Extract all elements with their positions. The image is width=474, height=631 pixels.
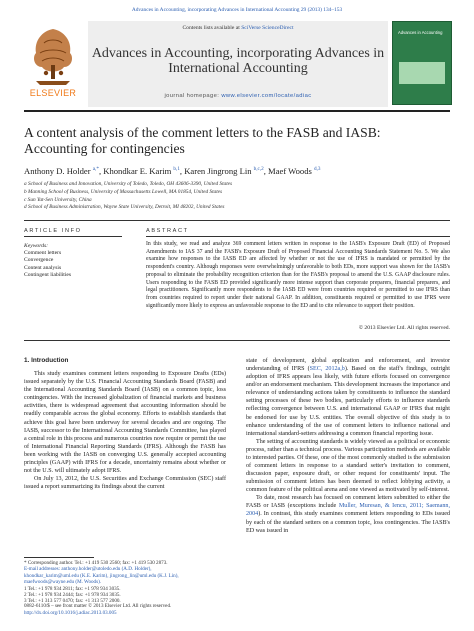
footnote-email[interactable]: maefwoods@wayne.edu (M. Woods). — [24, 579, 102, 586]
doi-link[interactable]: http://dx.doi.org/10.1016/j.adiac.2013.03.005 — [24, 609, 117, 616]
cover-image — [399, 62, 445, 84]
footnotes — [24, 560, 226, 605]
citation-link[interactable]: SEC, 2012a,b — [309, 366, 345, 373]
paragraph-text: ). In contrast, this study examines comment letters responding to EDs issued by each of the standard setters on a common topic, loss contingencies. The IASB's ED was issued in — [246, 511, 450, 534]
footnote: 3 Tel.: +1 313 577 0470; fax: +1 313 577 2000. — [24, 598, 121, 605]
author-list — [24, 166, 450, 176]
author-name: , Khondkar E. Karim — [98, 166, 174, 176]
footnote-rule — [24, 557, 94, 558]
paragraph: The setting of accounting standards is widely viewed as a political or economic process, rather than a technical process. Various participation methods are available to interested parties. Of these, one of the most commonly studied is the submission of comment letters in response to a standard setter's invitation to comment, discussion paper, exposure draft, or other request for constituents' input. The submission of comment letters has been deemed to reflect lobbying activity, a common feature of the political arena and one viewed as motivated by self-interest. — [246, 438, 450, 494]
author-marks[interactable]: d,3 — [313, 166, 321, 173]
cover-title: Advances in Accounting — [398, 30, 443, 35]
publisher-name: ELSEVIER — [29, 88, 77, 98]
journal-masthead — [24, 21, 450, 107]
contents-prefix: Contents lists available at — [182, 25, 242, 31]
homepage-prefix: journal homepage: — [164, 93, 222, 99]
paragraph-text: To date, most research has focused on comment letters submitted to either the FASB or IASB (exceptions include — [246, 495, 450, 510]
footnote: 2 Tel.: +1 978 934 2444; fax: +1 978 934 3035. — [24, 592, 121, 599]
keyword: Contingent liabilities — [24, 271, 72, 278]
footnote: * Corresponding author. Tel.: +1 419 530 2560; fax: +1 419 530 2873. — [24, 560, 168, 566]
elsevier-logo — [24, 21, 82, 101]
abstract-text: In this study, we read and analyze 369 comment letters written in response to the IASB's Exposure Draft (ED) of Proposed Amendments to IAS 37 and the FASB's Exposure Draft of Proposed Financial Accounting Standards Statement No. 5. We also examine how responses to the IASB ED are affected by whether or not the use of IFRS is mandated or permitted by the respondent's country. Although responses were overwhelmingly unfavorable to both EDs, more support was shown for the IASB's proposal to eliminate the probability recognition criterion than for the FASB's proposal to amend the U.S. GAAP disclosure rules. Users responding to the FASB ED provided significantly more intense support than corporate preparers, financial preparers, and legal practitioners. Significantly more respondents to the IASB ED were from countries required or permitted to use IFRS than from countries required to report under their national GAAP. In addition, constituents required or permitted to use IFRS were significantly more likely to express an unfavorable response to the ED and to cite relevance to support their position. — [146, 241, 450, 309]
sciencedirect-link[interactable]: SciVerse ScienceDirect — [241, 25, 294, 31]
abstract-heading: ABSTRACT — [146, 228, 189, 234]
abstract-bottom-rule — [24, 340, 450, 341]
article-title-line1: A content analysis of the comment letters to the FASB and IASB: — [24, 125, 381, 140]
affiliation: b Manning School of Business, University of Massachusetts Lowell, MA 01854, United States — [24, 188, 223, 195]
keyword: Comment letters — [24, 250, 62, 257]
keywords-label: Keywords: — [24, 243, 49, 249]
affiliation: a School of Business and Innovation, University of Toledo, Toledo, OH 43606-3390, United States — [24, 181, 233, 187]
journal-cover — [392, 21, 452, 105]
homepage-link[interactable]: www.elsevier.com/locate/adiac — [221, 93, 312, 99]
journal-homepage — [88, 93, 388, 99]
paragraph: This study examines comment letters responding to Exposure Drafts (EDs) issued separately by the U.S. Financial Accounting Standards Board (FASB) and the International Accounting Standards Board (IASB) on a common topic, loss contingencies. With the increased globalization of financial markets and business activities, there is widespread agreement that accounting information should be readily comparable across the global economy. Efforts to establish standards that achieve this goal have been underway for several decades and are ongoing. The IASB, successor to the International Accounting Standards Committee, has played a central role in this process and numerous countries now require or permit the use of International Financial Reporting Standards (IFRS). Although the FASB has been working with the IASB on converging U.S. generally accepted accounting principles (GAAP) with IFRS for a decade, uncertainty remains about whether or not the U.S. will ultimately adopt IFRS. — [24, 371, 226, 475]
body-column-left — [24, 357, 226, 491]
article-info-heading: ARTICLE INFO — [24, 228, 82, 234]
contents-line — [88, 25, 388, 31]
section-divider — [24, 220, 450, 221]
paragraph — [246, 357, 450, 438]
author-marks[interactable]: a,* — [92, 166, 99, 173]
author-marks[interactable]: b,1 — [173, 166, 180, 173]
elsevier-tree-icon — [24, 21, 82, 89]
author-name: , Karen Jingrong Lin — [179, 166, 254, 176]
running-header: Advances in Accounting, incorporating Advances in International Accounting 29 (2013) 134–153 — [131, 7, 343, 13]
abstract-rule — [146, 236, 450, 237]
article-title — [24, 125, 444, 157]
author-name: Anthony D. Holder — [24, 166, 93, 176]
article-title-line2: Accounting for contingencies — [24, 141, 185, 156]
keyword: Convergence — [24, 257, 54, 264]
paragraph — [246, 494, 450, 534]
author-name: , Maef Woods — [263, 166, 314, 176]
affiliation: c Sun Yat-Sen University, China — [24, 196, 92, 203]
article-info-rule — [24, 236, 122, 237]
issn-block — [24, 603, 226, 616]
paragraph: On July 13, 2012, the U.S. Securities and Exchange Commission (SEC) staff issued a report summarizing its findings about the current — [24, 476, 226, 491]
abstract-copyright: © 2013 Elsevier Ltd. All rights reserved. — [358, 325, 450, 331]
footnote-email[interactable]: khondkar_karim@uml.edu (K.E. Karim), jingrong_lin@uml.edu (K.J. Lin), — [24, 572, 179, 579]
journal-band — [88, 21, 388, 107]
keyword: Content analysis — [24, 264, 62, 271]
issn-line: 0882-6110/$ – see front matter © 2013 Elsevier Ltd. All rights reserved. — [24, 603, 172, 609]
author-marks[interactable]: b,c,2 — [253, 166, 264, 173]
keywords — [24, 243, 122, 279]
paragraph-text: ). Based on the staff's findings, outright adoption of IFRS appears less likely, with future efforts focused on convergence and/or an endorsement mechanism. This development increases the importance and relevance of understanding actions taken by constituents to influence the standard setting processes of these two bodies, particularly efforts to influence standards reflecting convergence between U.S. and international GAAP or IFRS that might be endorsed for use by U.S. entities. The overall objective of this study is to enhance understanding of the use of comment letters to influence national and international standard-setters addressing a common financial reporting issue. — [246, 366, 450, 437]
section-heading: 1. Introduction — [24, 357, 69, 364]
paragraph-text: state of development, global application and enforcement, and investor understanding of IFRS ( — [246, 358, 450, 373]
affiliation: d School of Business Administration, Wayne State University, Detroit, MI 48202, United States — [24, 204, 225, 211]
journal-title-line1: Advances in Accounting, incorporating Advances in — [91, 46, 385, 61]
body-column-right — [246, 357, 450, 535]
citation-link[interactable]: Muller, Muresan, & Iencu, 2011; Saemann, 2004 — [246, 503, 450, 518]
journal-title-line2: International Accounting — [168, 61, 308, 76]
footnote: 1 Tel.: +1 978 934 2811; fax: +1 978 934 3035. — [24, 585, 121, 592]
journal-title — [88, 46, 388, 76]
affiliations — [24, 181, 450, 212]
footnote-email[interactable]: E-mail addresses: anthony.holder@utoledo.edu (A.D. Holder), — [24, 566, 152, 573]
header-rule — [24, 110, 450, 112]
